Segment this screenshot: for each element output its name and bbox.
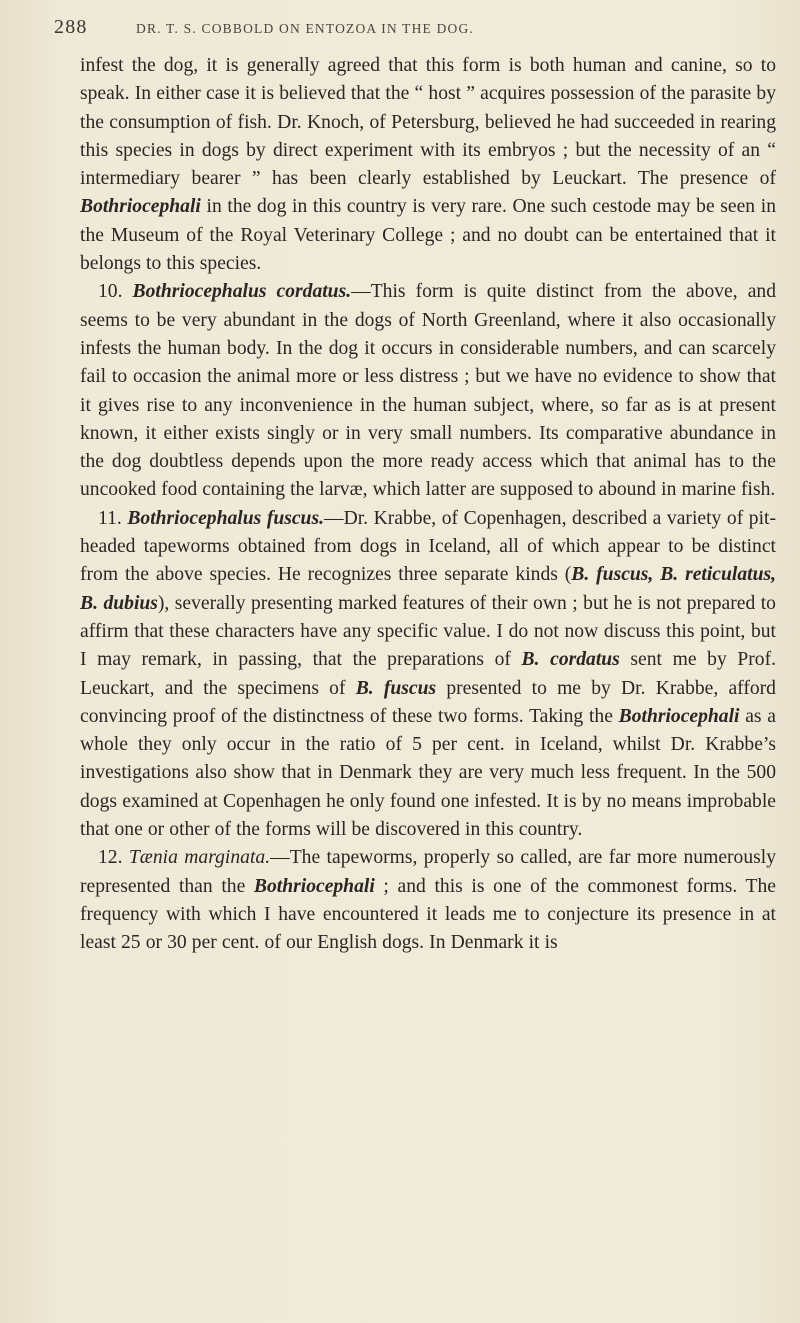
text-run: ; and this is one of the commonest forms. The frequency with which I have encountered it leads me to conjecture its presence in at least 25 or 30 per cent. of our English dogs. In Denmark it is <box>80 875 776 954</box>
running-title: DR. T. S. COBBOLD ON ENTOZOA IN THE DOG. <box>136 21 475 36</box>
text-run: presented to me by Dr. Krabbe, afford convincing proof of the distinctness of these two forms. Taking the <box>80 677 776 727</box>
text-run: —Dr. Krabbe, of Copenhagen, described a variety of pit-headed tapeworms obtained from dogs in Iceland, all of which appear to be distinct from the above species. He recognizes three separate kinds ( <box>80 507 776 586</box>
paragraph <box>80 505 776 845</box>
body-text <box>80 52 776 958</box>
italic-term: Bothriocephali <box>80 196 201 218</box>
text-run: in the dog in this country is very rare. One such cestode may be seen in the Museum of the Royal Veterinary College ; and no doubt can be entertained that it belongs to this species. <box>80 196 776 275</box>
italic-term: Bothriocephalus cordatus. <box>132 281 352 303</box>
paragraph <box>80 52 776 278</box>
italic-term: Bothriocephali <box>618 705 740 727</box>
running-head <box>54 12 776 52</box>
italic-term: B. fuscus <box>355 677 437 699</box>
paragraph <box>80 278 776 504</box>
text-run: sent me by Prof. Leuckart, and the specimens of <box>80 649 776 699</box>
italic-term: Tænia marginata. <box>128 847 271 869</box>
italic-term: B. cordatus <box>521 649 620 671</box>
text-run: —The tapeworms, properly so called, are far more numerously represented than the <box>80 847 777 897</box>
page-number: 288 <box>54 16 88 38</box>
paragraph <box>80 844 776 957</box>
italic-term: B. fuscus, B. reticulatus, B. dubius <box>80 564 776 614</box>
italic-term: Bothriocephali <box>253 875 375 897</box>
text-run: as a whole they only occur in the ratio of 5 per cent. in Iceland, whilst Dr. Krabbe’s investigations also show that in Denmark they are very much less frequent. In the 500 dogs examined at Copenhagen he only found one infested. It is by no means improbable that one or other of the forms will be discovered in this country. <box>80 705 776 841</box>
text-run: —This form is quite distinct from the above, and seems to be very abundant in the dogs of North Greenland, where it also occasionally infests the human body. In the dog it occurs in considerable numbers, and can scarcely fail to occasion the animal more or less distress ; but we have no evidence to show that it gives rise to any inconvenience in the human subject, where, so far as is at present known, it either exists singly or in very small numbers. Its comparative abundance in the dog doubtless depends upon the more ready access which that animal has to the uncooked food containing the larvæ, which latter are supposed to abound in marine fish. <box>80 281 776 501</box>
text-run: 12. <box>98 847 129 869</box>
italic-term: Bothriocephalus fuscus. <box>127 507 324 529</box>
text-run: ), severally presenting marked features of their own ; but he is not prepared to affirm that these characters have any specific value. I do not now discuss this point, but I may remark, in passing, that the preparations of <box>80 592 776 671</box>
text-run: 10. <box>98 281 133 303</box>
text-run: infest the dog, it is generally agreed that this form is both human and canine, so to speak. In either case it is believed that the “ host ” acquires possession of the parasite by the consumption of fish. Dr. Knoch, of Petersburg, believed he had succeeded in rearing this species in dogs by direct experiment with its embryos ; but the necessity of an “ intermediary bearer ” has been clearly established by Leuckart. The presence of <box>80 55 776 190</box>
text-run: 11. <box>98 507 128 529</box>
